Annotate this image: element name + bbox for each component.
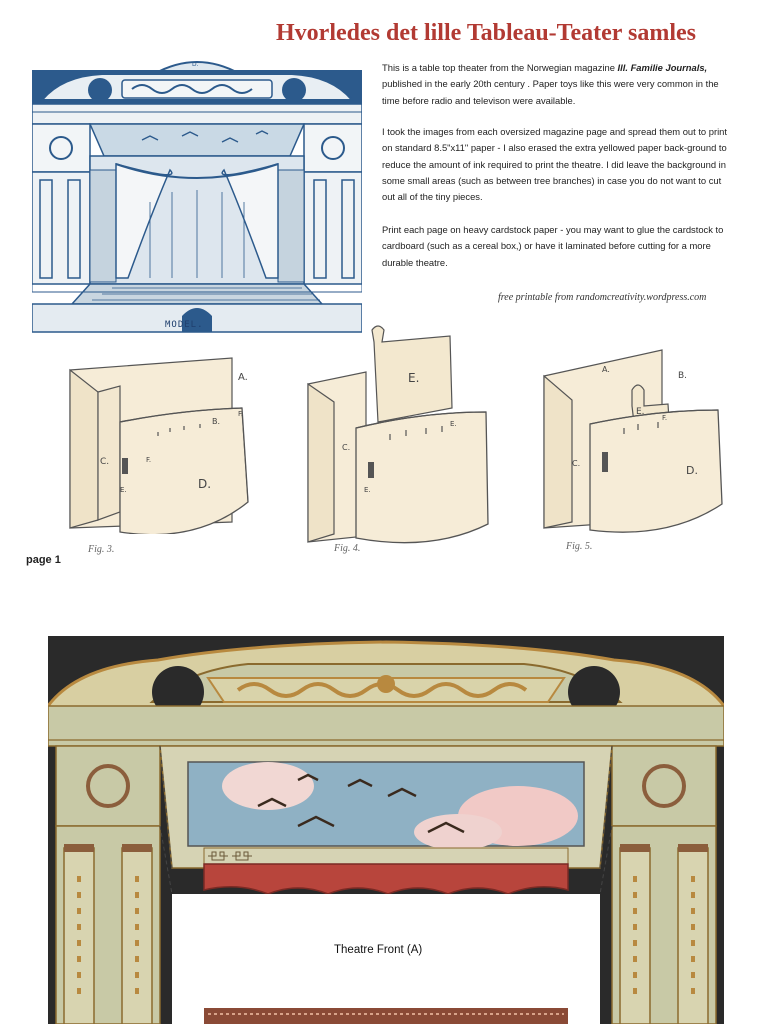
figure-4-caption: Fig. 4. bbox=[334, 543, 361, 554]
fig5-label-b: B. bbox=[678, 371, 688, 381]
fig3-label-a: A. bbox=[238, 372, 248, 383]
fig3-label-f-top: F. bbox=[238, 410, 244, 418]
fig3-label-c: C. bbox=[100, 457, 110, 467]
image-processing-paragraph: I took the images from each oversized magazine page and spread them out to print on standard 8.5"x11" paper - I also erased the extra yellowed paper back-ground to reduce the amount of ink required to print the theatre. I did leave the background in some small areas (such as between tree branches) in case you do not want to cut out all of the tiny pieces. bbox=[382, 126, 727, 203]
fig5-label-c: C. bbox=[572, 459, 581, 468]
fig5-label-d: D. bbox=[686, 464, 698, 477]
figure-5-illustration bbox=[538, 344, 730, 534]
fig4-label-c: C. bbox=[342, 443, 351, 452]
figure-3-caption: Fig. 3. bbox=[88, 544, 115, 555]
intro-text-end: published in the early 20th century . Paper toys like this were very common in the time before radio and televison were available. bbox=[382, 78, 719, 106]
fig4-label-e-small: E. bbox=[450, 420, 457, 428]
fig4-label-e-side: E. bbox=[364, 486, 371, 494]
model-illustration bbox=[32, 52, 362, 334]
intro-text-start: This is a table top theater from the Norwegian magazine bbox=[382, 62, 618, 73]
printing-paragraph: Print each page on heavy cardstock paper - you may want to glue the cardstock to cardboard (such as a cereal box,) or have it laminated before cutting for a more durable theatre. bbox=[382, 224, 724, 268]
fig3-label-d: D. bbox=[198, 477, 212, 491]
credit-line: free printable from randomcreativity.wordpress.com bbox=[498, 292, 707, 303]
fig5-label-f: F. bbox=[662, 414, 668, 422]
figure-5-caption: Fig. 5. bbox=[566, 541, 593, 552]
fig3-label-f: F. bbox=[146, 456, 152, 464]
page-number: page 1 bbox=[26, 554, 61, 566]
fig3-label-b: B. bbox=[212, 417, 221, 426]
figure-3-illustration bbox=[66, 352, 252, 534]
intro-paragraph bbox=[382, 60, 732, 109]
fig3-label-e: E. bbox=[120, 486, 127, 494]
page-title: Hvorledes det lille Tableau-Teater samles bbox=[276, 20, 696, 46]
model-caption: MODEL. bbox=[165, 320, 204, 330]
fig4-label-e-large: E. bbox=[408, 371, 420, 385]
magazine-name: Ill. Familie Journals, bbox=[617, 62, 708, 73]
fig5-label-a: A. bbox=[602, 365, 610, 374]
figure-4-illustration bbox=[302, 312, 498, 544]
fig5-label-e: E. bbox=[636, 407, 645, 417]
model-label-d: D. bbox=[192, 61, 199, 68]
theatre-front-label: Theatre Front (A) bbox=[334, 944, 423, 956]
theatre-front-illustration bbox=[48, 636, 724, 1024]
